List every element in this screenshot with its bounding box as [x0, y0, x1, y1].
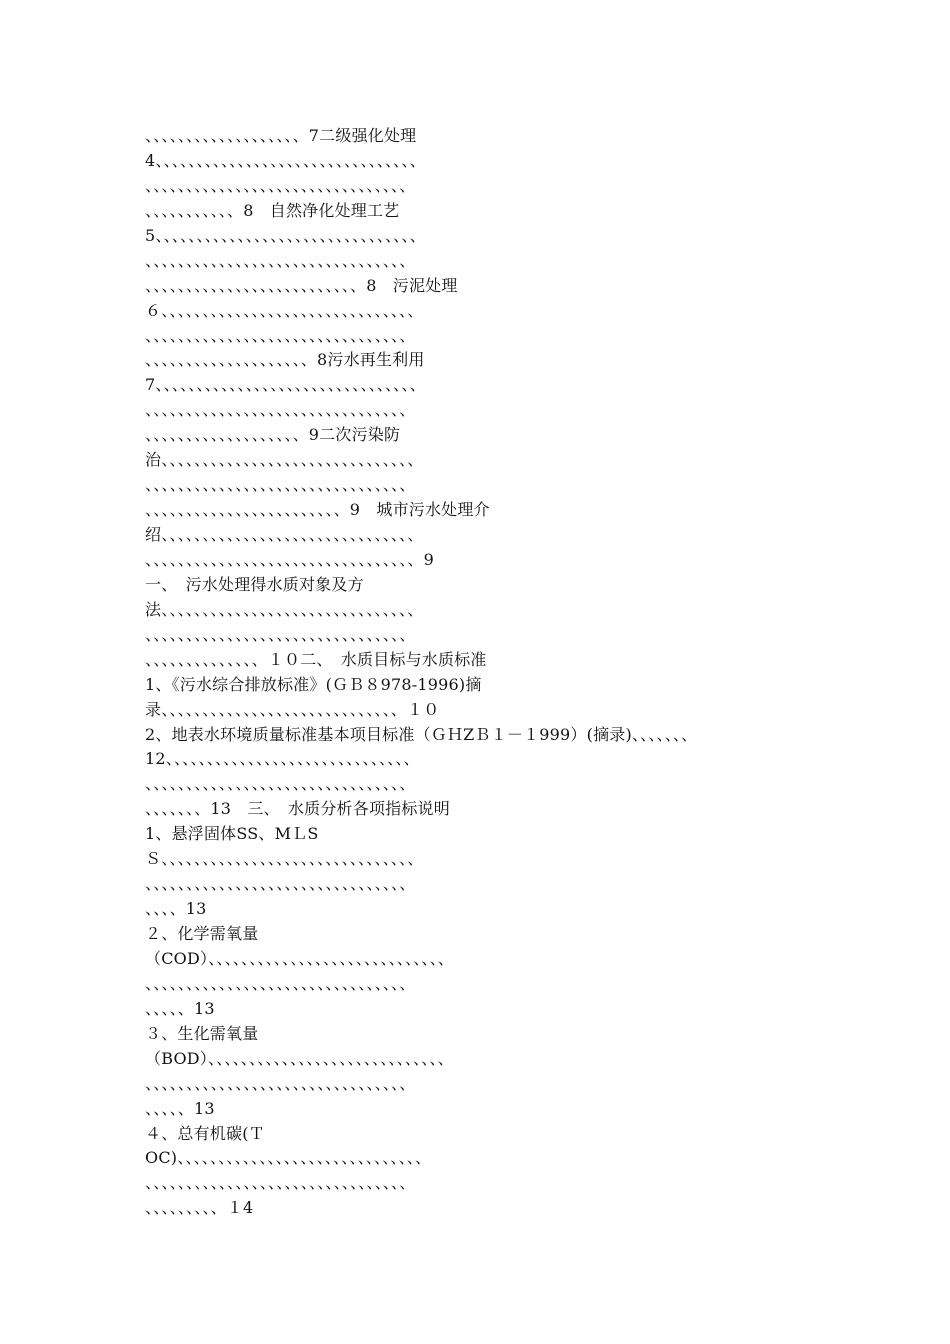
toc-line: 录、、、、、、、、、、、、、、、、、、、、、、、、、、、、、１０ [145, 699, 440, 719]
toc-line: 12、、、、、、、、、、、、、、、、、、、、、、、、、、、、、、 [145, 749, 420, 769]
toc-line: 5、、、、、、、、、、、、、、、、、、、、、、、、、、、、、、、、 [145, 225, 426, 245]
toc-line: OC)、、、、、、、、、、、、、、、、、、、、、、、、、、、、、、 [145, 1148, 432, 1168]
toc-line: 1、悬浮固体SS、MＬS [145, 824, 319, 844]
toc-line: 、、、、、、、、、、、、、、、、、、、、、、、、、、、、、、、、 [145, 175, 416, 195]
toc-line: （BOD）、、、、、、、、、、、、、、、、、、、、、、、、、、、、、 [145, 1048, 454, 1068]
toc-line: Ｓ、、、、、、、、、、、、、、、、、、、、、、、、、、、、、、、 [145, 849, 424, 869]
toc-line: 、、、、、、、、、、、、、、、、、、、、、、、、、、、、、、、、 [145, 973, 416, 993]
toc-line: 7、、、、、、、、、、、、、、、、、、、、、、、、、、、、、、、、 [145, 375, 426, 395]
toc-line: 、、、、、、、13 三、 水质分析各项指标说明 [145, 799, 450, 819]
toc-line: 法、、、、、、、、、、、、、、、、、、、、、、、、、、、、、、、 [145, 599, 424, 619]
toc-line: 1、《污水综合排放标准》(ＧＢ８978-1996)摘 [145, 674, 482, 694]
toc-line: 4、、、、、、、、、、、、、、、、、、、、、、、、、、、、、、、、 [145, 150, 426, 170]
toc-line: 、、、、、、、、、、、8 自然净化处理工艺 [145, 200, 400, 220]
toc-line: 、、、、、、、、、、、、、、、、、、、7二级强化处理 [145, 126, 417, 145]
toc-line: 2、地表水环境质量标准基本项目标准（ＧＨZＢ１－１999）(摘录)、、、、、、、 [145, 724, 698, 744]
toc-line: 、、、、、、、、、、、、、、、、、、、、、、、、9 城市污水处理介 [145, 500, 490, 520]
toc-line: （COD）、、、、、、、、、、、、、、、、、、、、、、、、、、、、、 [145, 948, 454, 968]
toc-line: 、、、、、、、、、１4 [145, 1198, 254, 1218]
toc-line: 、、、、、13 [145, 998, 215, 1018]
toc-line: 、、、、、、、、、、、、、、、、、、、、、、、、、、、、、、、、 [145, 325, 416, 345]
toc-line: 、、、、、、、、、、、、、、１０二、 水质目标与水质标准 [145, 649, 487, 669]
toc-line: 、、、、、13 [145, 1098, 215, 1118]
toc-line: ４、总有机碳(Ｔ [145, 1123, 265, 1143]
toc-line: 一、 污水处理得水质对象及方 [145, 574, 364, 594]
toc-line: ６、、、、、、、、、、、、、、、、、、、、、、、、、、、、、、、 [145, 300, 424, 320]
toc-line: 、、、、、、、、、、、、、、、、、、、、、、、、、、8 污泥处理 [145, 275, 458, 295]
toc-line: 、、、、、、、、、、、、、、、、、、、、、、、、、、、、、、、、 [145, 1073, 416, 1093]
toc-line: 治、、、、、、、、、、、、、、、、、、、、、、、、、、、、、、、 [145, 450, 424, 470]
toc-line: 、、、、、、、、、、、、、、、、、、、、、、、、、、、、、、、、 [145, 250, 416, 270]
toc-line: 、、、、、、、、、、、、、、、、、、、、、、、、、、、、、、、、 [145, 624, 416, 644]
toc-line: 、、、、、、、、、、、、、、、、、、、、8污水再生利用 [145, 350, 425, 370]
toc-line: 、、、、、、、、、、、、、、、、、、、、、、、、、、、、、、、、、9 [145, 549, 434, 569]
toc-line: 绍、、、、、、、、、、、、、、、、、、、、、、、、、、、、、、、 [145, 525, 424, 544]
table-of-contents [145, 124, 815, 1221]
toc-line: 、、、、、、、、、、、、、、、、、、、、、、、、、、、、、、、、 [145, 874, 416, 894]
toc-line: 、、、、、、、、、、、、、、、、、、、、、、、、、、、、、、、、 [145, 1173, 416, 1193]
toc-line: 、、、、13 [145, 899, 207, 919]
toc-line: 、、、、、、、、、、、、、、、、、、、、、、、、、、、、、、、、 [145, 774, 416, 794]
toc-line: ２、化学需氧量 [145, 924, 259, 943]
toc-line: 、、、、、、、、、、、、、、、、、、、、、、、、、、、、、、、、 [145, 475, 416, 495]
toc-line: 、、、、、、、、、、、、、、、、、、、、、、、、、、、、、、、、 [145, 400, 416, 420]
toc-line: 、、、、、、、、、、、、、、、、、、、9二次污染防 [145, 425, 401, 445]
toc-line: ３、生化需氧量 [145, 1023, 259, 1043]
